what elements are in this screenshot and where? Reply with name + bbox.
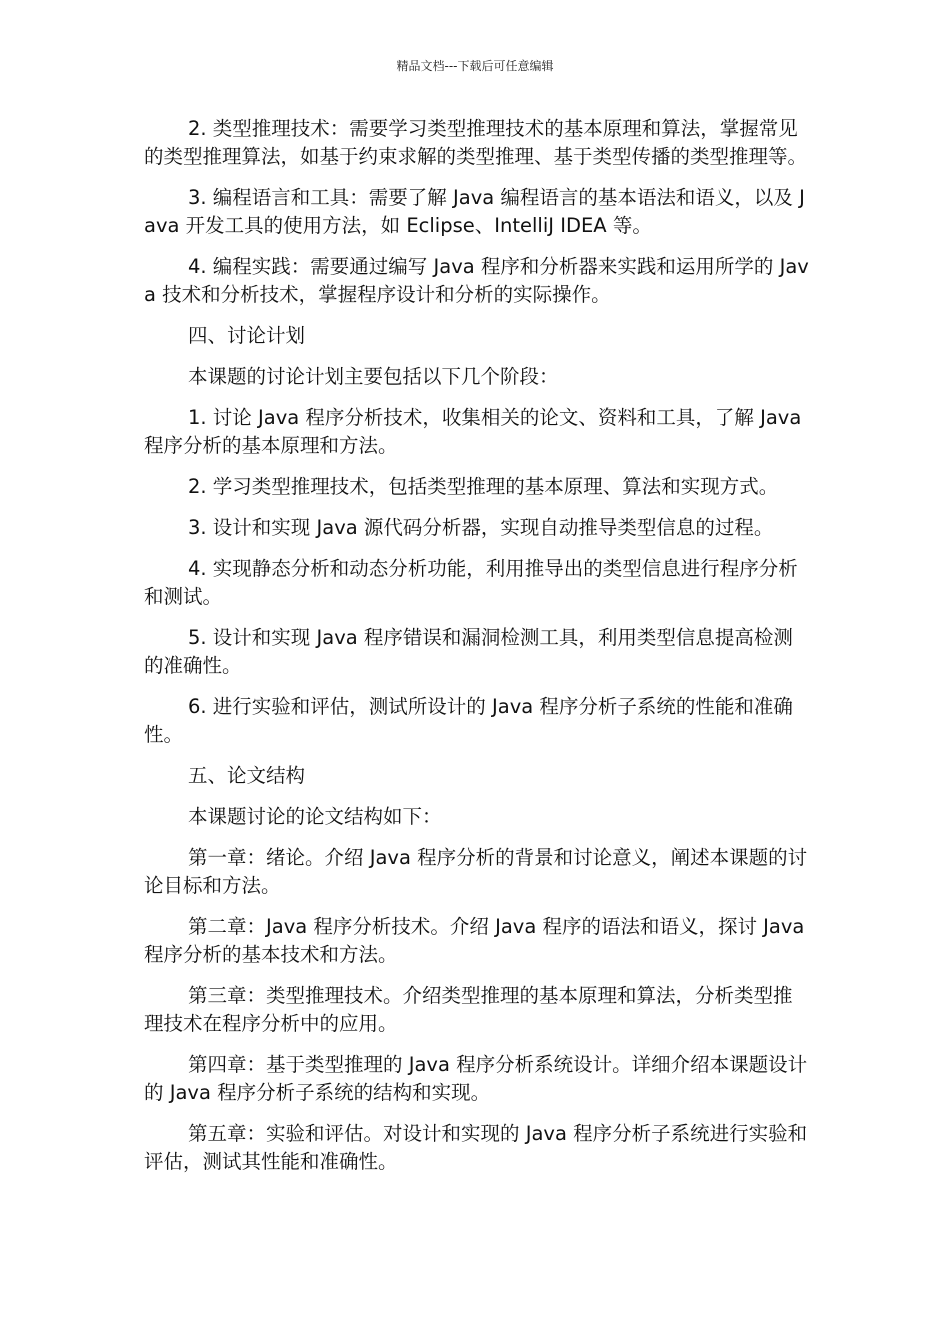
paragraph-plan-stage-6: 6. 进行实验和评估，测试所设计的 Java 程序分析子系统的性能和准确性。	[144, 695, 793, 746]
section-heading-thesis-structure: 五、论文结构	[188, 764, 306, 787]
paragraph-chapter-2: 第二章：Java 程序分析技术。介绍 Java 程序的语法和语义，探讨 Java 程序分析的基本技术和方法。	[144, 915, 805, 966]
paragraph-chapter-1: 第一章：绪论。介绍 Java 程序分析的背景和讨论意义，阐述本课题的讨论目标和方法。	[144, 846, 808, 897]
paragraph-plan-stage-4: 4. 实现静态分析和动态分析功能，利用推导出的类型信息进行程序分析和测试。	[144, 557, 798, 608]
paragraph-requirement-language-tools: 3. 编程语言和工具：需要了解 Java 编程语言的基本语法和语义，以及 Java 开发工具的使用方法，如 Eclipse、IntelliJ IDEA 等。	[144, 186, 805, 237]
paragraph-plan-stage-2: 2. 学习类型推理技术，包括类型推理的基本原理、算法和实现方式。	[188, 475, 779, 498]
paragraph-chapter-3: 第三章：类型推理技术。介绍类型推理的基本原理和算法，分析类型推理技术在程序分析中的应用。	[144, 984, 793, 1035]
paragraph-chapter-5: 第五章：实验和评估。对设计和实现的 Java 程序分析子系统进行实验和评估，测试其性能和准确性。	[144, 1122, 808, 1173]
paragraph-chapter-4: 第四章：基于类型推理的 Java 程序分析系统设计。详细介绍本课题设计的 Java 程序分析子系统的结构和实现。	[144, 1053, 808, 1104]
document-body	[144, 115, 810, 1189]
paragraph-plan-stage-5: 5. 设计和实现 Java 程序错误和漏洞检测工具，利用类型信息提高检测的准确性。	[144, 626, 793, 677]
section-heading-research-plan: 四、讨论计划	[188, 324, 306, 347]
paragraph-requirement-practice: 4. 编程实践：需要通过编写 Java 程序和分析器来实践和运用所学的 Java 技术和分析技术，掌握程序设计和分析的实际操作。	[144, 255, 809, 306]
paragraph-plan-stage-1: 1. 讨论 Java 程序分析技术，收集相关的论文、资料和工具，了解 Java 程序分析的基本原理和方法。	[144, 406, 802, 457]
paragraph-plan-intro: 本课题的讨论计划主要包括以下几个阶段：	[188, 365, 559, 388]
paragraph-plan-stage-3: 3. 设计和实现 Java 源代码分析器，实现自动推导类型信息的过程。	[188, 516, 774, 539]
paragraph-structure-intro: 本课题讨论的论文结构如下：	[188, 805, 442, 828]
paragraph-requirement-type-inference: 2. 类型推理技术：需要学习类型推理技术的基本原理和算法，掌握常见的类型推理算法，如基于约束求解的类型推理、基于类型传播的类型推理等。	[144, 117, 808, 168]
page-header: 精品文档---下载后可任意编辑	[396, 59, 554, 73]
